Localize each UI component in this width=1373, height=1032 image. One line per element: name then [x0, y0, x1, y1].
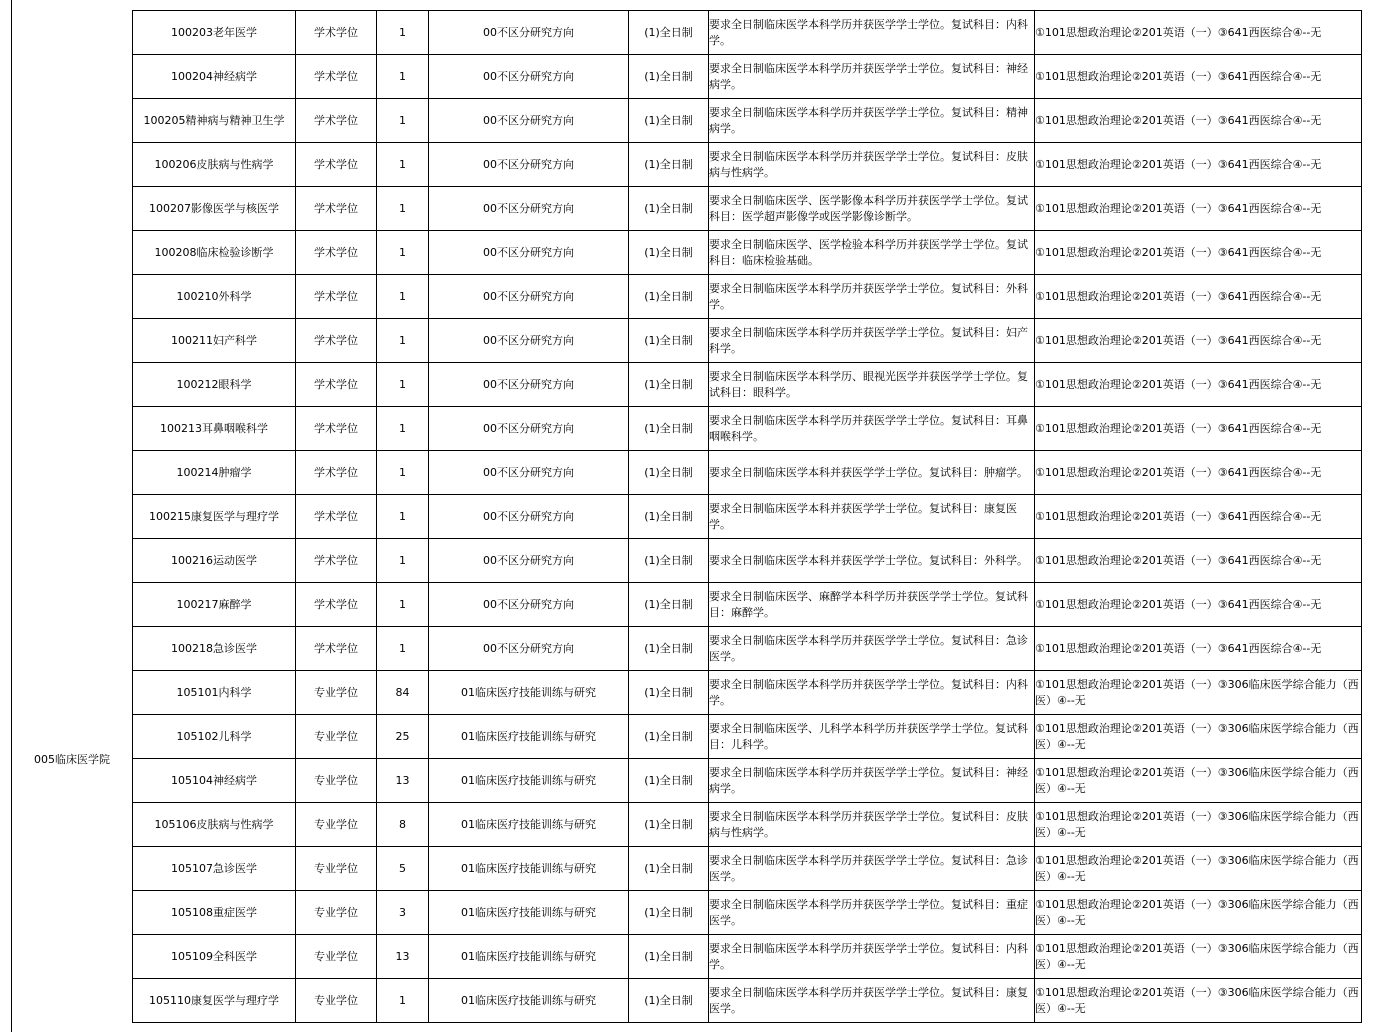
research-direction-cell: 00不区分研究方向 — [429, 99, 629, 143]
requirements-cell: 要求全日制临床医学本科学历并获医学学士学位。复试科目：神经病学。 — [709, 55, 1035, 99]
enrollment-count-cell: 13 — [377, 935, 429, 979]
research-direction-cell: 00不区分研究方向 — [429, 407, 629, 451]
major-cell: 105109全科医学 — [133, 935, 296, 979]
requirements-cell: 要求全日制临床医学本科学历并获医学学士学位。复试科目：重症医学。 — [709, 891, 1035, 935]
degree-type-cell: 专业学位 — [296, 979, 377, 1023]
degree-type-cell: 学术学位 — [296, 55, 377, 99]
major-cell: 100208临床检验诊断学 — [133, 231, 296, 275]
research-direction-cell: 01临床医疗技能训练与研究 — [429, 759, 629, 803]
requirements-cell: 要求全日制临床医学、儿科学本科学历并获医学学士学位。复试科目：儿科学。 — [709, 715, 1035, 759]
research-direction-cell: 00不区分研究方向 — [429, 583, 629, 627]
study-mode-cell: (1)全日制 — [629, 495, 709, 539]
table-row — [133, 627, 1362, 671]
study-mode-cell: (1)全日制 — [629, 539, 709, 583]
major-cell: 100217麻醉学 — [133, 583, 296, 627]
degree-type-cell: 专业学位 — [296, 847, 377, 891]
exam-subjects-cell: ①101思想政治理论②201英语（一）③641西医综合④--无 — [1035, 451, 1362, 495]
enrollment-count-cell: 13 — [377, 759, 429, 803]
table-row — [133, 759, 1362, 803]
degree-type-cell: 学术学位 — [296, 187, 377, 231]
degree-type-cell: 学术学位 — [296, 627, 377, 671]
exam-subjects-cell: ①101思想政治理论②201英语（一）③641西医综合④--无 — [1035, 583, 1362, 627]
major-cell: 100203老年医学 — [133, 11, 296, 55]
exam-subjects-cell: ①101思想政治理论②201英语（一）③306临床医学综合能力（西医）④--无 — [1035, 803, 1362, 847]
table-row — [133, 319, 1362, 363]
research-direction-cell: 00不区分研究方向 — [429, 539, 629, 583]
study-mode-cell: (1)全日制 — [629, 627, 709, 671]
exam-subjects-cell: ①101思想政治理论②201英语（一）③306临床医学综合能力（西医）④--无 — [1035, 891, 1362, 935]
degree-type-cell: 专业学位 — [296, 891, 377, 935]
exam-subjects-cell: ①101思想政治理论②201英语（一）③641西医综合④--无 — [1035, 539, 1362, 583]
table-row — [133, 187, 1362, 231]
enrollment-table — [132, 10, 1362, 1023]
requirements-cell: 要求全日制临床医学本科学历、眼视光医学并获医学学士学位。复试科目：眼科学。 — [709, 363, 1035, 407]
research-direction-cell: 00不区分研究方向 — [429, 55, 629, 99]
exam-subjects-cell: ①101思想政治理论②201英语（一）③306临床医学综合能力（西医）④--无 — [1035, 979, 1362, 1023]
enrollment-count-cell: 1 — [377, 187, 429, 231]
major-cell: 100218急诊医学 — [133, 627, 296, 671]
major-cell: 100211妇产科学 — [133, 319, 296, 363]
study-mode-cell: (1)全日制 — [629, 847, 709, 891]
degree-type-cell: 学术学位 — [296, 451, 377, 495]
study-mode-cell: (1)全日制 — [629, 935, 709, 979]
major-cell: 100214肿瘤学 — [133, 451, 296, 495]
major-cell: 105104神经病学 — [133, 759, 296, 803]
requirements-cell: 要求全日制临床医学本科学历并获医学学士学位。复试科目：康复医学。 — [709, 979, 1035, 1023]
study-mode-cell: (1)全日制 — [629, 979, 709, 1023]
requirements-cell: 要求全日制临床医学、医学检验本科学历并获医学学士学位。复试科目：临床检验基础。 — [709, 231, 1035, 275]
table-row — [133, 803, 1362, 847]
major-cell: 105107急诊医学 — [133, 847, 296, 891]
major-cell: 105108重症医学 — [133, 891, 296, 935]
enrollment-count-cell: 1 — [377, 319, 429, 363]
research-direction-cell: 00不区分研究方向 — [429, 363, 629, 407]
exam-subjects-cell: ①101思想政治理论②201英语（一）③641西医综合④--无 — [1035, 55, 1362, 99]
study-mode-cell: (1)全日制 — [629, 275, 709, 319]
requirements-cell: 要求全日制临床医学、医学影像本科学历并获医学学士学位。复试科目：医学超声影像学或医学影像诊断学。 — [709, 187, 1035, 231]
degree-type-cell: 专业学位 — [296, 759, 377, 803]
enrollment-count-cell: 1 — [377, 231, 429, 275]
table-row — [133, 407, 1362, 451]
research-direction-cell: 00不区分研究方向 — [429, 143, 629, 187]
enrollment-count-cell: 1 — [377, 11, 429, 55]
enrollment-count-cell: 1 — [377, 363, 429, 407]
exam-subjects-cell: ①101思想政治理论②201英语（一）③641西医综合④--无 — [1035, 627, 1362, 671]
table-row — [133, 231, 1362, 275]
exam-subjects-cell: ①101思想政治理论②201英语（一）③641西医综合④--无 — [1035, 143, 1362, 187]
requirements-cell: 要求全日制临床医学本科学历并获医学学士学位。复试科目：皮肤病与性病学。 — [709, 143, 1035, 187]
degree-type-cell: 专业学位 — [296, 715, 377, 759]
major-cell: 105102儿科学 — [133, 715, 296, 759]
major-cell: 100210外科学 — [133, 275, 296, 319]
table-row — [133, 671, 1362, 715]
study-mode-cell: (1)全日制 — [629, 99, 709, 143]
study-mode-cell: (1)全日制 — [629, 363, 709, 407]
enrollment-count-cell: 25 — [377, 715, 429, 759]
requirements-cell: 要求全日制临床医学本科学历并获医学学士学位。复试科目：内科学。 — [709, 11, 1035, 55]
study-mode-cell: (1)全日制 — [629, 451, 709, 495]
major-cell: 100216运动医学 — [133, 539, 296, 583]
table-row — [133, 451, 1362, 495]
major-cell: 100206皮肤病与性病学 — [133, 143, 296, 187]
degree-type-cell: 学术学位 — [296, 231, 377, 275]
study-mode-cell: (1)全日制 — [629, 11, 709, 55]
degree-type-cell: 学术学位 — [296, 363, 377, 407]
exam-subjects-cell: ①101思想政治理论②201英语（一）③641西医综合④--无 — [1035, 363, 1362, 407]
enrollment-count-cell: 1 — [377, 539, 429, 583]
enrollment-count-cell: 1 — [377, 627, 429, 671]
requirements-cell: 要求全日制临床医学本科并获医学学士学位。复试科目：肿瘤学。 — [709, 451, 1035, 495]
study-mode-cell: (1)全日制 — [629, 803, 709, 847]
requirements-cell: 要求全日制临床医学本科并获医学学士学位。复试科目：康复医学。 — [709, 495, 1035, 539]
table-row — [133, 495, 1362, 539]
study-mode-cell: (1)全日制 — [629, 671, 709, 715]
degree-type-cell: 专业学位 — [296, 803, 377, 847]
exam-subjects-cell: ①101思想政治理论②201英语（一）③641西医综合④--无 — [1035, 187, 1362, 231]
research-direction-cell: 01临床医疗技能训练与研究 — [429, 979, 629, 1023]
research-direction-cell: 01临床医疗技能训练与研究 — [429, 715, 629, 759]
enrollment-count-cell: 1 — [377, 495, 429, 539]
enrollment-count-cell: 1 — [377, 407, 429, 451]
study-mode-cell: (1)全日制 — [629, 407, 709, 451]
degree-type-cell: 学术学位 — [296, 319, 377, 363]
requirements-cell: 要求全日制临床医学本科学历并获医学学士学位。复试科目：妇产科学。 — [709, 319, 1035, 363]
research-direction-cell: 00不区分研究方向 — [429, 495, 629, 539]
table-row — [133, 11, 1362, 55]
study-mode-cell: (1)全日制 — [629, 55, 709, 99]
requirements-cell: 要求全日制临床医学、麻醉学本科学历并获医学学士学位。复试科目：麻醉学。 — [709, 583, 1035, 627]
exam-subjects-cell: ①101思想政治理论②201英语（一）③306临床医学综合能力（西医）④--无 — [1035, 715, 1362, 759]
study-mode-cell: (1)全日制 — [629, 759, 709, 803]
exam-subjects-cell: ①101思想政治理论②201英语（一）③641西医综合④--无 — [1035, 231, 1362, 275]
study-mode-cell: (1)全日制 — [629, 891, 709, 935]
requirements-cell: 要求全日制临床医学本科学历并获医学学士学位。复试科目：内科学。 — [709, 935, 1035, 979]
exam-subjects-cell: ①101思想政治理论②201英语（一）③641西医综合④--无 — [1035, 99, 1362, 143]
enrollment-count-cell: 1 — [377, 451, 429, 495]
research-direction-cell: 01临床医疗技能训练与研究 — [429, 891, 629, 935]
major-cell: 105110康复医学与理疗学 — [133, 979, 296, 1023]
research-direction-cell: 00不区分研究方向 — [429, 187, 629, 231]
degree-type-cell: 学术学位 — [296, 539, 377, 583]
major-cell: 100213耳鼻咽喉科学 — [133, 407, 296, 451]
requirements-cell: 要求全日制临床医学本科学历并获医学学士学位。复试科目：精神病学。 — [709, 99, 1035, 143]
table-row — [133, 99, 1362, 143]
major-cell: 105106皮肤病与性病学 — [133, 803, 296, 847]
enrollment-count-cell: 1 — [377, 143, 429, 187]
degree-type-cell: 学术学位 — [296, 495, 377, 539]
research-direction-cell: 00不区分研究方向 — [429, 319, 629, 363]
enrollment-count-cell: 5 — [377, 847, 429, 891]
enrollment-count-cell: 3 — [377, 891, 429, 935]
requirements-cell: 要求全日制临床医学本科学历并获医学学士学位。复试科目：内科学。 — [709, 671, 1035, 715]
degree-type-cell: 学术学位 — [296, 583, 377, 627]
exam-subjects-cell: ①101思想政治理论②201英语（一）③641西医综合④--无 — [1035, 11, 1362, 55]
degree-type-cell: 学术学位 — [296, 11, 377, 55]
enrollment-count-cell: 1 — [377, 979, 429, 1023]
major-cell: 100207影像医学与核医学 — [133, 187, 296, 231]
requirements-cell: 要求全日制临床医学本科学历并获医学学士学位。复试科目：外科学。 — [709, 275, 1035, 319]
degree-type-cell: 学术学位 — [296, 99, 377, 143]
left-border-line — [11, 0, 12, 1032]
requirements-cell: 要求全日制临床医学本科学历并获医学学士学位。复试科目：急诊医学。 — [709, 847, 1035, 891]
degree-type-cell: 学术学位 — [296, 407, 377, 451]
table-row — [133, 275, 1362, 319]
research-direction-cell: 00不区分研究方向 — [429, 275, 629, 319]
major-cell: 100212眼科学 — [133, 363, 296, 407]
requirements-cell: 要求全日制临床医学本科学历并获医学学士学位。复试科目：皮肤病与性病学。 — [709, 803, 1035, 847]
table-row — [133, 891, 1362, 935]
research-direction-cell: 01临床医疗技能训练与研究 — [429, 671, 629, 715]
enrollment-count-cell: 1 — [377, 55, 429, 99]
exam-subjects-cell: ①101思想政治理论②201英语（一）③641西医综合④--无 — [1035, 495, 1362, 539]
degree-type-cell: 学术学位 — [296, 275, 377, 319]
major-cell: 105101内科学 — [133, 671, 296, 715]
enrollment-count-cell: 84 — [377, 671, 429, 715]
table-row — [133, 55, 1362, 99]
table-row — [133, 847, 1362, 891]
research-direction-cell: 00不区分研究方向 — [429, 627, 629, 671]
research-direction-cell: 00不区分研究方向 — [429, 451, 629, 495]
degree-type-cell: 学术学位 — [296, 143, 377, 187]
exam-subjects-cell: ①101思想政治理论②201英语（一）③641西医综合④--无 — [1035, 319, 1362, 363]
table-row — [133, 979, 1362, 1023]
study-mode-cell: (1)全日制 — [629, 319, 709, 363]
exam-subjects-cell: ①101思想政治理论②201英语（一）③306临床医学综合能力（西医）④--无 — [1035, 671, 1362, 715]
research-direction-cell: 00不区分研究方向 — [429, 231, 629, 275]
research-direction-cell: 00不区分研究方向 — [429, 11, 629, 55]
research-direction-cell: 01临床医疗技能训练与研究 — [429, 935, 629, 979]
study-mode-cell: (1)全日制 — [629, 583, 709, 627]
requirements-cell: 要求全日制临床医学本科学历并获医学学士学位。复试科目：神经病学。 — [709, 759, 1035, 803]
requirements-cell: 要求全日制临床医学本科学历并获医学学士学位。复试科目：耳鼻咽喉科学。 — [709, 407, 1035, 451]
enrollment-count-cell: 1 — [377, 583, 429, 627]
exam-subjects-cell: ①101思想政治理论②201英语（一）③641西医综合④--无 — [1035, 407, 1362, 451]
table-row — [133, 583, 1362, 627]
enrollment-count-cell: 8 — [377, 803, 429, 847]
research-direction-cell: 01临床医疗技能训练与研究 — [429, 847, 629, 891]
major-cell: 100204神经病学 — [133, 55, 296, 99]
college-name: 005临床医学院 — [34, 753, 110, 766]
enrollment-count-cell: 1 — [377, 99, 429, 143]
table-row — [133, 539, 1362, 583]
table-row — [133, 715, 1362, 759]
requirements-cell: 要求全日制临床医学本科学历并获医学学士学位。复试科目：急诊医学。 — [709, 627, 1035, 671]
exam-subjects-cell: ①101思想政治理论②201英语（一）③641西医综合④--无 — [1035, 275, 1362, 319]
exam-subjects-cell: ①101思想政治理论②201英语（一）③306临床医学综合能力（西医）④--无 — [1035, 759, 1362, 803]
study-mode-cell: (1)全日制 — [629, 143, 709, 187]
requirements-cell: 要求全日制临床医学本科并获医学学士学位。复试科目：外科学。 — [709, 539, 1035, 583]
table-row — [133, 143, 1362, 187]
degree-type-cell: 专业学位 — [296, 935, 377, 979]
exam-subjects-cell: ①101思想政治理论②201英语（一）③306临床医学综合能力（西医）④--无 — [1035, 935, 1362, 979]
table-row — [133, 935, 1362, 979]
exam-subjects-cell: ①101思想政治理论②201英语（一）③306临床医学综合能力（西医）④--无 — [1035, 847, 1362, 891]
study-mode-cell: (1)全日制 — [629, 715, 709, 759]
research-direction-cell: 01临床医疗技能训练与研究 — [429, 803, 629, 847]
degree-type-cell: 专业学位 — [296, 671, 377, 715]
major-cell: 100205精神病与精神卫生学 — [133, 99, 296, 143]
table-row — [133, 363, 1362, 407]
major-cell: 100215康复医学与理疗学 — [133, 495, 296, 539]
study-mode-cell: (1)全日制 — [629, 187, 709, 231]
study-mode-cell: (1)全日制 — [629, 231, 709, 275]
enrollment-count-cell: 1 — [377, 275, 429, 319]
